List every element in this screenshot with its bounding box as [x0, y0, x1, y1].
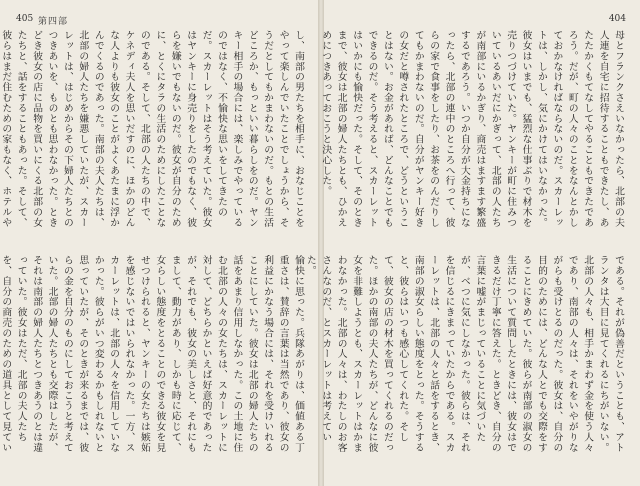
right-page-upper-text: 母とフランクさえいなかったら、北部の夫人連を自宅に招待することもできたし、あたたかくもてなしてやることもできたであろう。だが、町の人々のことをなんとかしておかなければならないのだ。スカーレットは、しかし、気にかけてはいなかった。彼女はいまでも、猛烈な仕事ぶりで材木を売りつづけていた。ヤンキーが町に住みついているあいだにかぎって、北部の人たちが南部にいるかぎり、商売はますます繁盛するであろう。いつか自分が大金持ちになったら、北部の連中のところへ行って、彼らの家で食事をしたり、お茶をのんだりしてもかまわないのだ。自分がヤンキー好きの女だと噂されたところで、どうということはない。お金があれば、どんなことでもできるのだ。そう考えると、スカーレットはいかにも愉快だった。そして、そのときまで、彼女は北部の婦人たちとも、ひかえめにつきあっておこうと決心した。 [320, 30, 624, 228]
left-page-upper-text: し、南部の男たちを相手に、おなじことをやって楽しんでいたことでしょうから、そうだとしてもかまわないのだ。もとの生活どころか、もっといい暮らしをのだ。ヤンキー相手の場合には、楽しみでやっているのではなく、不愉快な思いをしてきたのだ。スカーレットはそう考えていた。彼女はヤンキーに身売りをしたのでもなく、彼らを嫌いでもないのだ。彼女が自分のために、とくにタラの生活のためにしたことなのである。そして、北部の人たちの中で、ケネディ夫人を思いだすのに、ほかのどんな人よりも彼女のことがよくあたまに浮かんでくるのであった。南部の夫人たちは、北部の婦人たちを嫌悪していたが、スカーレットは、はじめからその下婦人たちとのつきあいを、ものとも思わなかった。ときどき彼女の店に品物を買いにくる北部の女たちと、話をすることもあった。そして、彼らはまだ住むための家もなく、ホテルや [0, 30, 304, 228]
running-head: 第四部 [38, 17, 69, 27]
right-page-lower-text: である。それが偽善だということも、アトランタは大目に見てくれるにちがいない。北部の人々も、相手かまわず金を使う人々であり、南部の人々は、それをいやがりながらも受けとるのだった。彼女は、自分の目的のためには、どんな人とでも交際をすることにきめていた。彼らが南部の淑女の生活について質問したときには、彼女はできるだけ丁寧に答えた。ときどき、自分の言葉に嘘がまじっていることに気づいたが、べつに気にしなかった。彼らは、それを信じるにきまっていたからである。スカーレットは、北部の人々と話をするとき、南部の淑女らしい態度をとった。そうすると、彼らはいつも感心してくれた。そして、彼女の店の材木を買ってくれるのだった。ほかの南部の夫人たちが、どんなに彼女を非難しようとも、スカーレットはかまわなかった。北部の人々は、わたしのお客さんなのだ、とスカーレットは考えていた。 [304, 255, 624, 453]
right-page [304, 0, 640, 486]
left-page-lower-text: 愉快に思った。兵隊あがりは、価値ある丁重さは、賛辞の言葉は当然であり、彼女の利益にかなう場合には、それを受けいれることにしていた。彼女は北部の婦人たちの話をあまり信用しなかった。この土地に住む北部の人々の女たちは、スカーレットに対して、どちらかといえば好意的であったが、それでも、彼女の美しさと、それにもまして、動力があり、しかも時に応じて、女らしい態度をとることのできる彼女を見せつけられると、ヤンキーの女たちは嫉妬を感じないではいられなかった。一方、スカーレットは、北部の人々を信用していなかった。彼らがいつ変わるかもしれないと思っていたが、そのときが来るまでは、彼らの金を自分のものにしておこうと考えていた。北部の婦人たちとも交際はしたが、それは南部の婦人たちとつきあうのとは違っていた。彼女はただ、北部の夫人たちを、自分の商売のための道具として見てい [0, 255, 304, 453]
left-page-number: 405 [16, 14, 34, 24]
right-page-number: 404 [608, 14, 626, 24]
left-page [0, 0, 318, 486]
